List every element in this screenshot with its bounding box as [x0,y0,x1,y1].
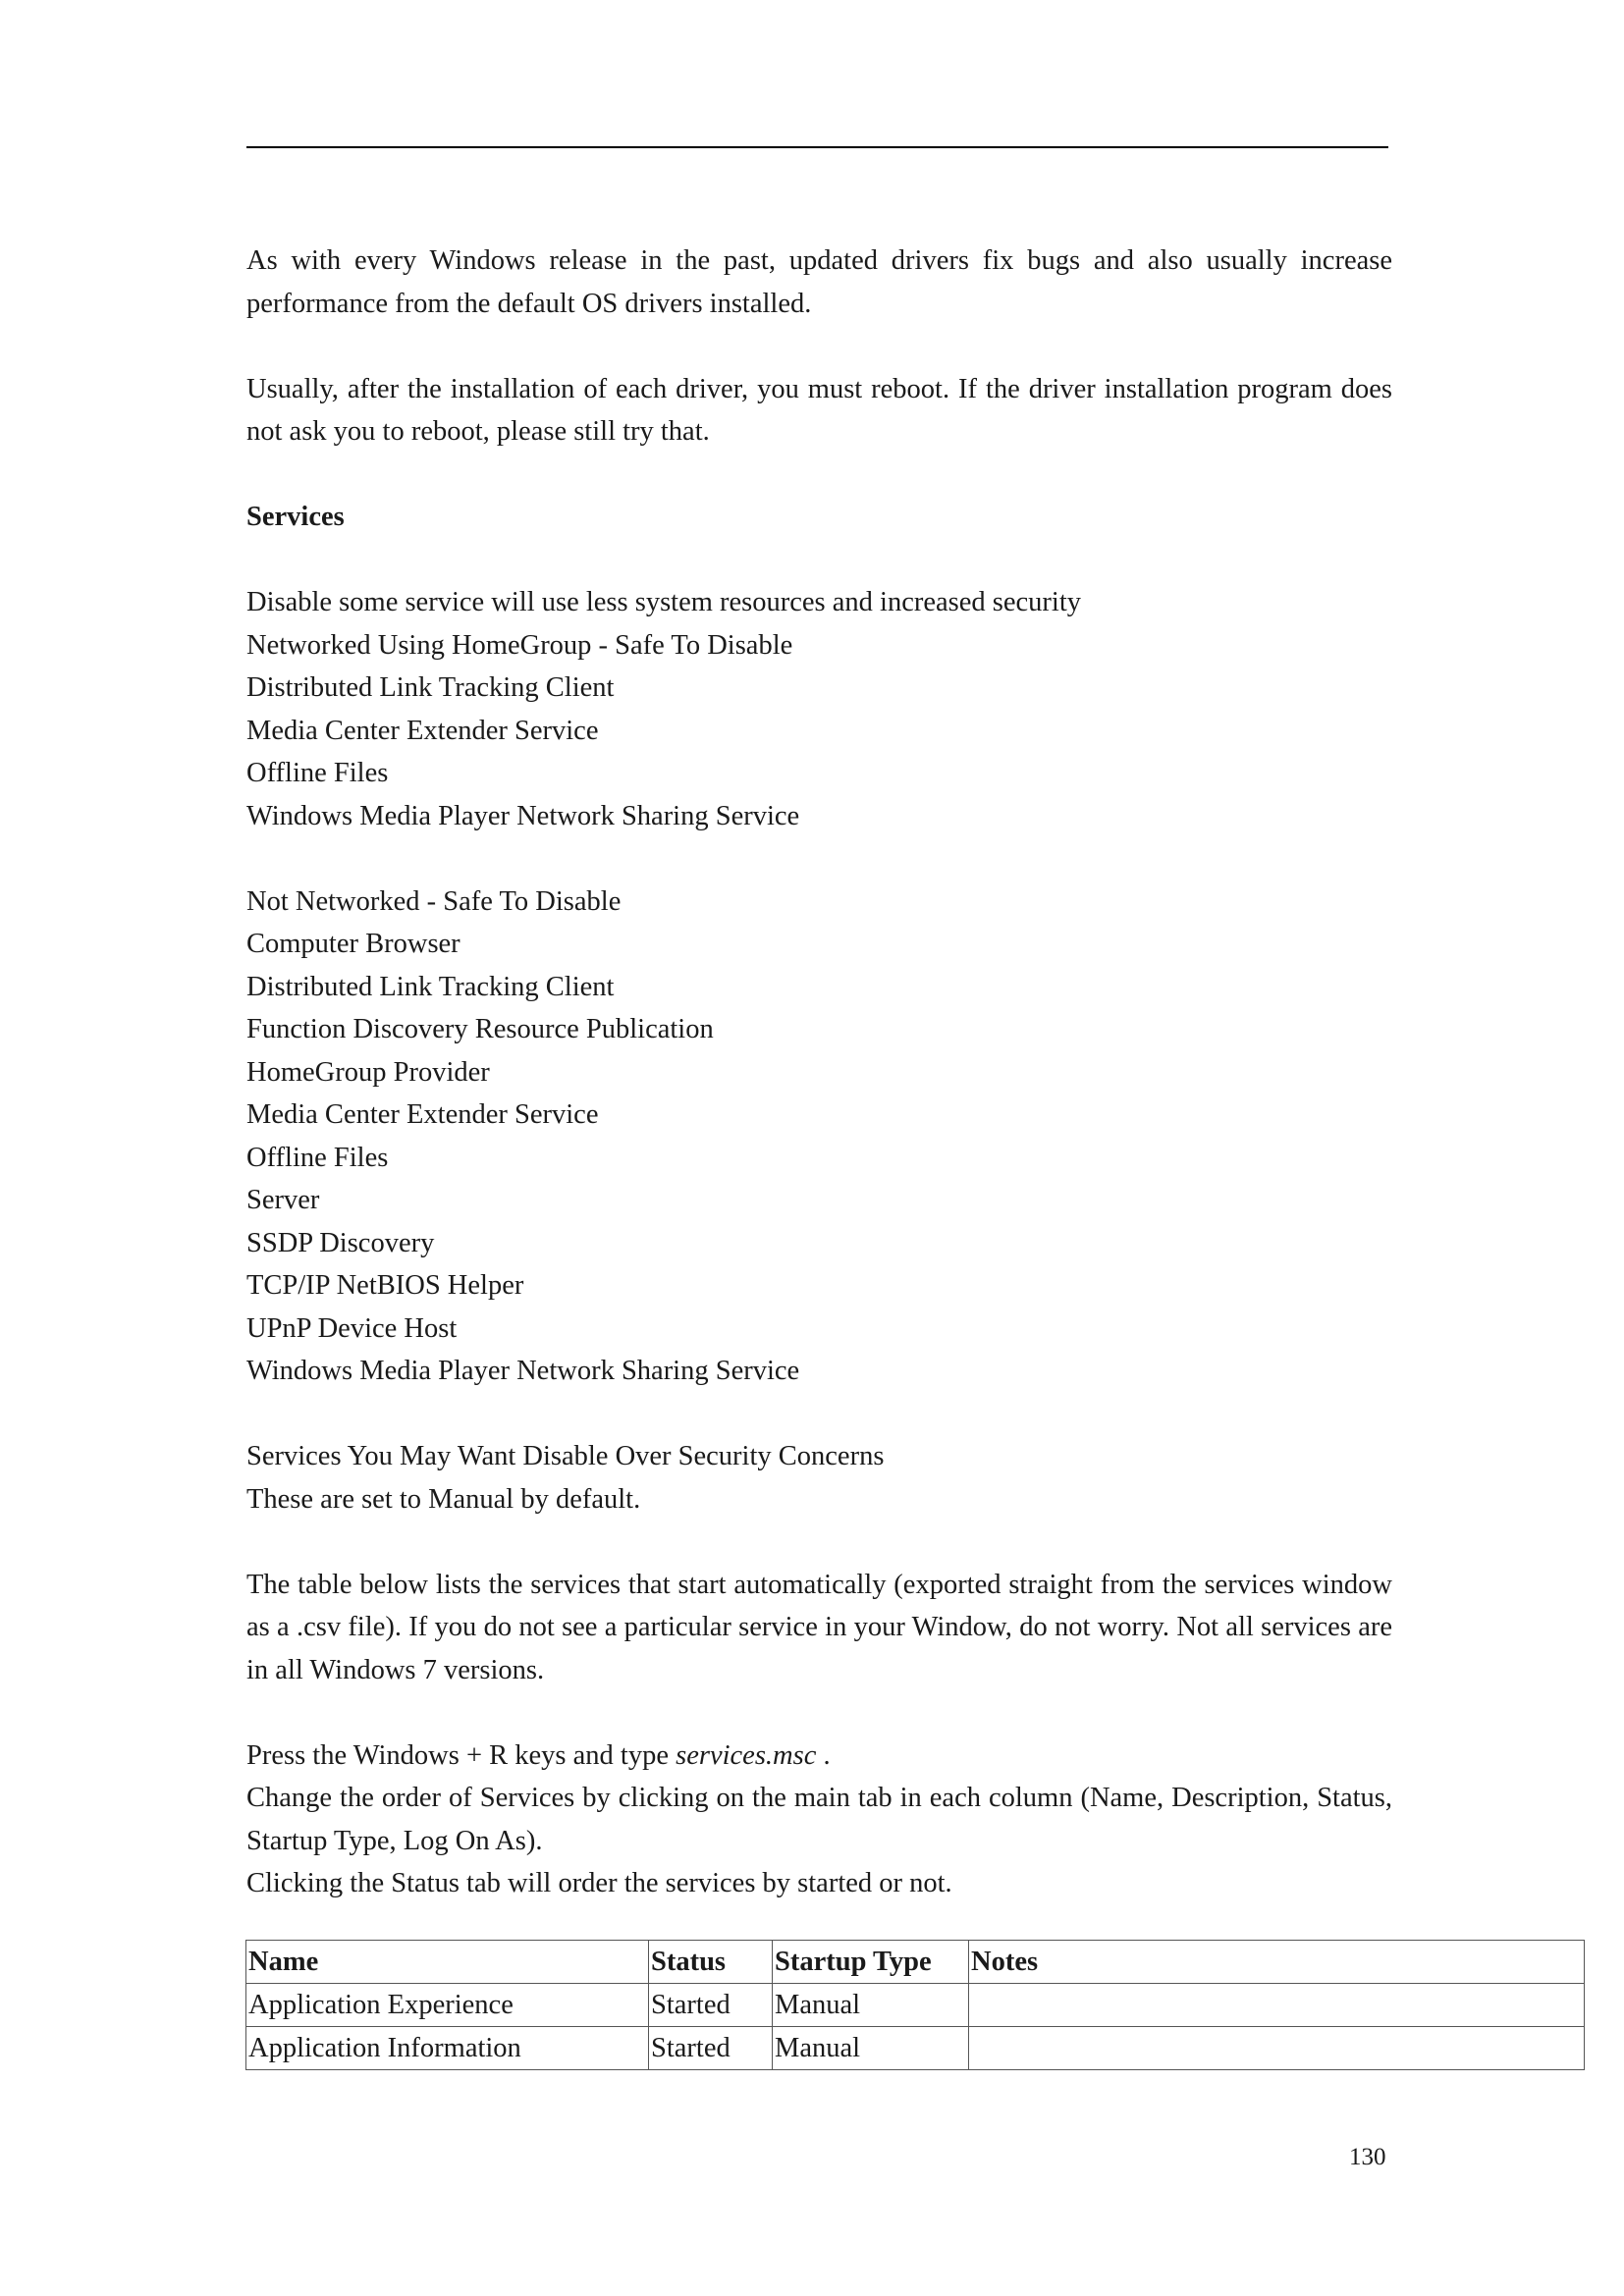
header-rule [246,146,1388,148]
networked-intro: Disable some service will use less system resources and increased security [246,587,1081,617]
cell-name: Application Information [246,2027,649,2070]
cell-status: Started [649,1984,773,2027]
list-item: Offline Files [246,758,389,788]
cell-startup-type: Manual [773,2027,969,2070]
table-row [246,2027,1585,2070]
status-instructions: Clicking the Status tab will order the services by started or not. [246,1868,952,1898]
cell-name: Application Experience [246,1984,649,2027]
column-header-notes: Notes [969,1941,1585,1984]
press-prefix: Press the Windows + R keys and type [246,1739,677,1771]
reboot-paragraph: Usually, after the installation of each driver, you must reboot. If the driver installation program does not ask you to reboot, please still try that. [246,373,1392,447]
security-heading: Services You May Want Disable Over Security Concerns [246,1441,885,1471]
page-content [246,240,1392,1905]
table-row [246,1984,1585,2027]
services-table [245,1940,1585,2070]
list-item: UPnP Device Host [246,1312,458,1344]
list-item: Media Center Extender Service [246,1099,599,1130]
list-item: Computer Browser [246,929,460,959]
list-item: Windows Media Player Network Sharing Service [246,1356,800,1386]
services-heading: Services [246,502,345,532]
table-intro-paragraph: The table below lists the services that start automatically (exported straight from the services window as a .csv file). If you do not see a particular service in your Window, do not worry. Not all services are in all Windows 7 versions. [246,1569,1392,1685]
cell-notes [969,1984,1585,2027]
list-item: Offline Files [246,1142,389,1173]
list-item: Distributed Link Tracking Client [246,672,615,703]
list-item: TCP/IP NetBIOS Helper [246,1270,524,1301]
page-number: 130 [1349,2144,1386,2170]
list-item: Media Center Extender Service [246,715,599,746]
cell-startup-type: Manual [773,1984,969,2027]
column-header-name: Name [246,1941,649,1984]
cell-notes [969,2027,1585,2070]
list-item: Function Discovery Resource Publication [246,1014,714,1044]
list-item: HomeGroup Provider [246,1056,490,1088]
table-header-row [246,1941,1585,1984]
press-suffix: . [816,1739,831,1771]
security-note: These are set to Manual by default. [246,1483,641,1515]
list-item: Server [246,1185,320,1215]
list-item: SSDP Discovery [246,1227,435,1258]
not-networked-heading: Not Networked - Safe To Disable [246,885,622,917]
press-keys-line [246,1735,1392,1778]
cell-status: Started [649,2027,773,2070]
networked-heading: Networked Using HomeGroup - Safe To Disable [246,629,793,661]
column-header-status: Status [649,1941,773,1984]
list-item: Windows Media Player Network Sharing Service [246,800,800,831]
list-item: Distributed Link Tracking Client [246,971,615,1002]
column-header-startup-type: Startup Type [773,1941,969,1984]
services-msc-command: services.msc [676,1739,817,1771]
order-instructions: Change the order of Services by clicking on the main tab in each column (Name, Description, Status, Startup Type, Log On As). [246,1783,1392,1856]
drivers-intro-paragraph: As with every Windows release in the past, updated drivers fix bugs and also usually increase performance from the default OS drivers installed. [246,245,1392,319]
